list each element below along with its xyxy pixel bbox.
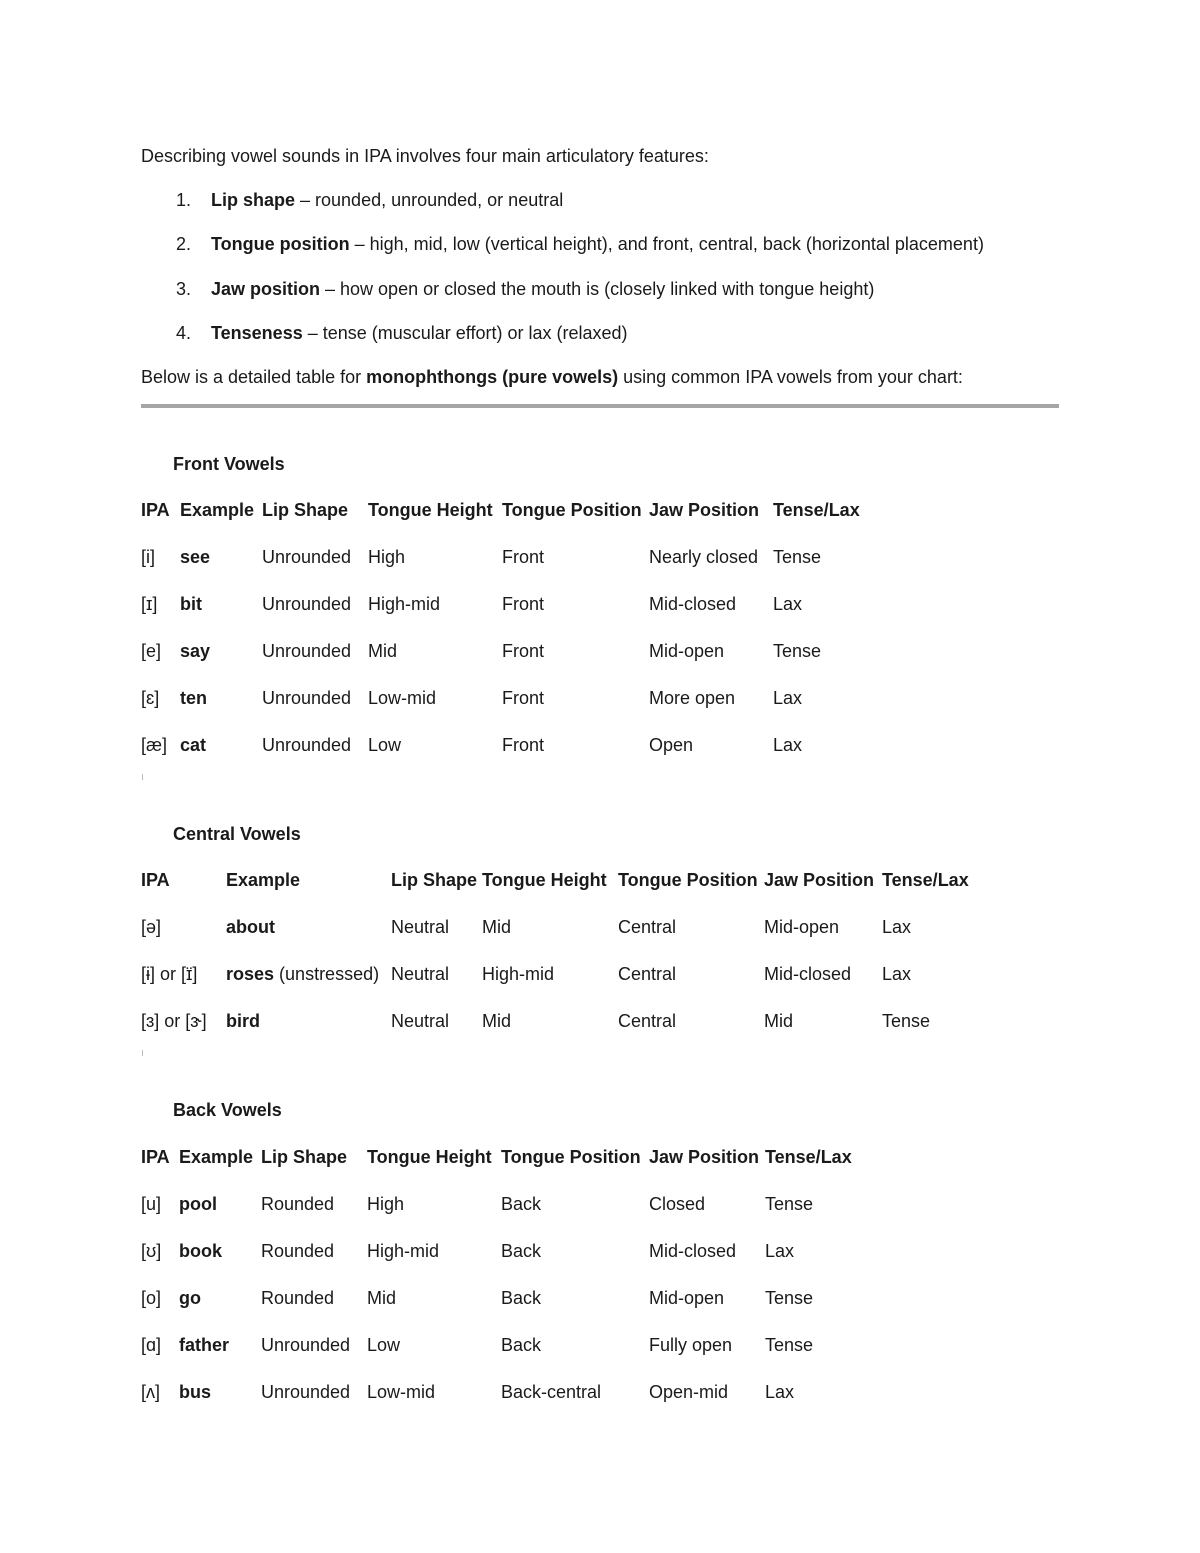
cell-jaw-position: Mid-open [649,641,725,661]
cell-tongue-height: High-mid [368,594,441,614]
header-lip-shape: Lip Shape [391,870,478,890]
cell-lip-shape: Unrounded [262,688,352,708]
feature-term: Tenseness [211,323,303,343]
cell-tongue-position: Front [502,688,545,708]
list-number: 4. [176,323,192,343]
cell-ipa: [u] [141,1194,162,1214]
table-intro-bold: monophthongs (pure vowels) [366,367,619,387]
horizontal-rule [141,404,1059,408]
header-tense-lax: Tense/Lax [765,1147,852,1167]
cell-tongue-height: Mid [368,641,398,661]
cell-example-wrap [179,1193,217,1215]
cell-ipa: [ʊ] [141,1241,162,1261]
cell-example-wrap [226,1010,260,1032]
empty-paragraph-mark [142,1050,143,1056]
cell-tense-lax: Tense [765,1335,814,1355]
header-ipa: IPA [141,1147,170,1167]
cell-lip-shape: Rounded [261,1241,335,1261]
header-tongue-position: Tongue Position [502,500,642,520]
cell-jaw-position: Mid-closed [764,964,852,984]
cell-jaw-position: Fully open [649,1335,733,1355]
cell-jaw-position: Mid-open [649,1288,725,1308]
cell-example-wrap [180,546,210,568]
header-jaw-position: Jaw Position [649,1147,760,1167]
section-title: Back Vowels [173,1100,282,1120]
cell-tongue-height: High-mid [367,1241,440,1261]
cell-example-wrap [179,1381,211,1403]
cell-ipa: [ɪ] [141,594,158,614]
list-number: 3. [176,279,192,299]
cell-tongue-position: Central [618,964,677,984]
cell-tongue-height: High-mid [482,964,555,984]
feature-term: Lip shape [211,190,296,210]
cell-tense-lax: Lax [882,917,912,937]
cell-example-note: (unstressed) [274,964,380,984]
cell-example: ten [180,688,207,708]
cell-tongue-position: Front [502,641,545,661]
cell-tense-lax: Lax [773,735,803,755]
cell-lip-shape: Rounded [261,1288,335,1308]
header-example: Example [226,870,301,890]
cell-lip-shape: Unrounded [262,594,352,614]
cell-tense-lax: Lax [765,1241,795,1261]
header-ipa: IPA [141,500,170,520]
list-text [211,189,563,211]
cell-example: pool [179,1194,217,1214]
cell-lip-shape: Unrounded [262,547,352,567]
cell-tongue-position: Front [502,594,545,614]
header-tense-lax: Tense/Lax [882,870,969,890]
cell-example-wrap [179,1240,222,1262]
cell-tongue-height: Mid [482,1011,512,1031]
cell-ipa: [ɜ] or [ɝ] [141,1011,207,1031]
cell-lip-shape: Rounded [261,1194,335,1214]
header-example: Example [180,500,255,520]
table-intro-paragraph [141,366,963,388]
cell-tongue-height: Mid [367,1288,397,1308]
table-intro-post: using common IPA vowels from your chart: [618,367,963,387]
header-tongue-position: Tongue Position [618,870,758,890]
cell-tongue-height: Low [368,735,402,755]
cell-tongue-position: Central [618,917,677,937]
cell-ipa: [e] [141,641,162,661]
cell-lip-shape: Unrounded [261,1382,351,1402]
section-title: Central Vowels [173,824,301,844]
cell-ipa: [ɑ] [141,1335,162,1355]
cell-example: see [180,547,211,567]
cell-example-wrap [180,734,206,756]
cell-lip-shape: Neutral [391,964,450,984]
cell-ipa: [i] [141,547,156,567]
list-number: 1. [176,190,192,210]
list-text [211,278,874,300]
header-tongue-height: Tongue Height [482,870,607,890]
cell-tense-lax: Tense [773,547,822,567]
cell-example-wrap [179,1287,201,1309]
empty-paragraph-mark [142,774,143,780]
cell-jaw-position: More open [649,688,736,708]
header-tongue-position: Tongue Position [501,1147,641,1167]
header-tongue-height: Tongue Height [367,1147,492,1167]
intro-paragraph: Describing vowel sounds in IPA involves four main articulatory features: [141,146,709,166]
header-example: Example [179,1147,254,1167]
header-jaw-position: Jaw Position [649,500,760,520]
feature-desc: – rounded, unrounded, or neutral [295,190,564,210]
cell-jaw-position: Mid-closed [649,594,737,614]
header-tongue-height: Tongue Height [368,500,493,520]
feature-term: Tongue position [211,234,350,254]
cell-tongue-position: Back [501,1194,542,1214]
cell-tongue-position: Back-central [501,1382,602,1402]
cell-tense-lax: Lax [773,688,803,708]
cell-example: book [179,1241,222,1261]
cell-tongue-position: Front [502,547,545,567]
feature-term: Jaw position [211,279,321,299]
feature-desc: – tense (muscular effort) or lax (relaxed) [302,323,628,343]
section-title: Front Vowels [173,454,285,474]
feature-desc: – high, mid, low (vertical height), and front, central, back (horizontal placement) [349,234,984,254]
header-lip-shape: Lip Shape [262,500,349,520]
cell-lip-shape: Unrounded [261,1335,351,1355]
cell-tense-lax: Lax [773,594,803,614]
cell-jaw-position: Mid-closed [649,1241,737,1261]
cell-jaw-position: Open-mid [649,1382,729,1402]
cell-tense-lax: Lax [882,964,912,984]
cell-tongue-height: High [367,1194,405,1214]
cell-example-wrap [226,916,275,938]
cell-example-wrap [180,687,207,709]
cell-jaw-position: Mid [764,1011,794,1031]
cell-tongue-position: Front [502,735,545,755]
cell-tongue-height: Low [367,1335,401,1355]
cell-ipa: [ə] [141,917,162,937]
header-lip-shape: Lip Shape [261,1147,348,1167]
cell-example: bird [226,1011,260,1031]
cell-tongue-position: Back [501,1288,542,1308]
cell-tense-lax: Tense [882,1011,931,1031]
list-number: 2. [176,234,192,254]
cell-jaw-position: Mid-open [764,917,840,937]
cell-example-wrap [226,963,379,985]
cell-example: bit [180,594,202,614]
cell-jaw-position: Closed [649,1194,706,1214]
cell-tongue-height: High [368,547,406,567]
cell-jaw-position: Nearly closed [649,547,759,567]
feature-desc: – how open or closed the mouth is (closely linked with tongue height) [320,279,875,299]
cell-example: say [180,641,211,661]
cell-example-wrap [180,593,202,615]
cell-example: go [179,1288,201,1308]
cell-example: father [179,1335,230,1355]
cell-lip-shape: Unrounded [262,735,352,755]
cell-ipa: [ʌ] [141,1382,161,1402]
cell-lip-shape: Neutral [391,917,450,937]
header-tense-lax: Tense/Lax [773,500,860,520]
header-jaw-position: Jaw Position [764,870,875,890]
cell-tongue-height: Low-mid [368,688,437,708]
cell-lip-shape: Neutral [391,1011,450,1031]
cell-example: bus [179,1382,212,1402]
list-text [211,322,628,344]
cell-tongue-height: Low-mid [367,1382,436,1402]
cell-tongue-position: Back [501,1335,542,1355]
cell-tongue-height: Mid [482,917,512,937]
list-text [211,233,984,255]
cell-ipa: [æ] [141,735,168,755]
cell-example: cat [180,735,207,755]
cell-example-wrap [180,640,210,662]
cell-ipa: [o] [141,1288,162,1308]
header-ipa: IPA [141,870,170,890]
cell-tongue-position: Central [618,1011,677,1031]
cell-example: about [226,917,275,937]
table-intro-pre: Below is a detailed table for [141,367,367,387]
cell-jaw-position: Open [649,735,694,755]
cell-tongue-position: Back [501,1241,542,1261]
cell-example: roses [226,964,275,984]
cell-example-wrap [179,1334,229,1356]
cell-ipa: [ɛ] [141,688,160,708]
cell-lip-shape: Unrounded [262,641,352,661]
cell-tense-lax: Lax [765,1382,795,1402]
cell-ipa: [ɨ] or [ɪ̈] [141,964,198,984]
cell-tense-lax: Tense [773,641,822,661]
cell-tense-lax: Tense [765,1194,814,1214]
cell-tense-lax: Tense [765,1288,814,1308]
